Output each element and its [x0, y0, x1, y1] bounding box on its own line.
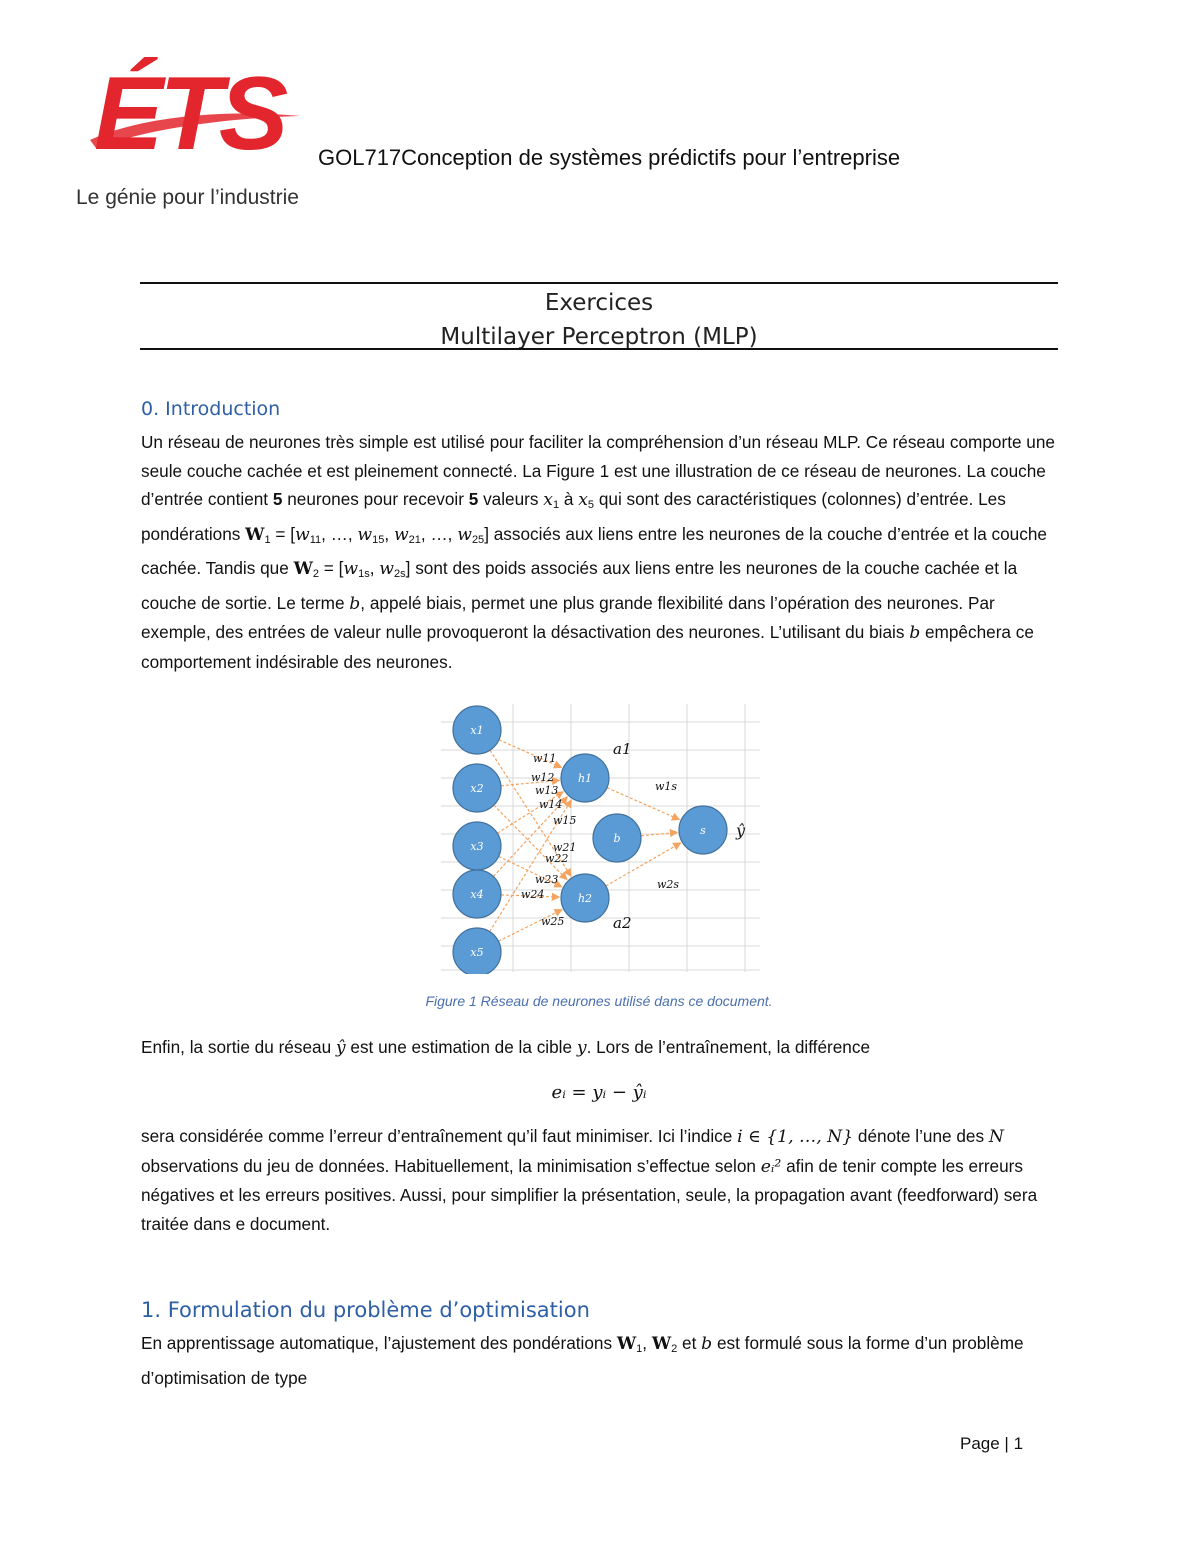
neural-network-diagram: [441, 702, 760, 974]
section-0-heading: 0. Introduction: [141, 398, 281, 420]
node-x4-label: x4: [470, 888, 484, 901]
title-line-1: Exercices: [544, 290, 654, 316]
label-w23: w23: [535, 873, 559, 886]
node-x3-label: x3: [470, 840, 484, 853]
logo-tagline: Le génie pour l’industrie: [76, 186, 299, 209]
label-a1: a1: [613, 740, 632, 758]
neural-network-figure: [441, 702, 760, 974]
title-line-2: Multilayer Perceptron (MLP): [440, 324, 758, 350]
label-w24: w24: [521, 888, 545, 901]
output-paragraph: Enfin, la sortie du réseau ŷ est une estimation de la cible y. Lors de l’entraînement, la différence: [141, 1037, 871, 1058]
label-w15: w15: [553, 814, 577, 827]
node-b-label: b: [613, 832, 621, 845]
section-1-heading: 1. Formulation du problème d’optimisation: [141, 1298, 590, 1322]
label-w1s: w1s: [655, 780, 678, 793]
intro-paragraph: Un réseau de neurones très simple est utilisé pour faciliter la compréhension d’un réseau MLP. Ce réseau comporte une seule couche cachée et est pleinement connecté. La Figure 1 est une illustration de ce réseau de neurones. La couche d’entrée contient 5 neurones pour recevoir 5 valeurs $x_1$ à $x_5$ qui sont des caractéristiques (colonnes) d’entrée. Les pondérations $W_1 = [w_{11}$, …, $w_{15}$, $w_{21}$, …, $w_{25}$] associés aux liens entre les neurones de la couche d’entrée et la couche cachée. Tandis que $W_2 = [w_{1s}$, $w_{2s}$] sont des poids associés aux liens entre les neurones de la couche cachée et la couche de sortie. Le terme b, appelé biais, permet une plus grande flexibilité dans l’opération des neurones. Par exemple, des entrées de valeur nulle provoqueront la désactivation des neurones. L’utilisant du biais b empêchera ce comportement indésirable des neurones.: [141, 432, 1055, 672]
error-paragraph: sera considérée comme l’erreur d’entraînement qu’il faut minimiser. Ici l’indice i ∈ {1, …, N} dénote l’une des N observations du jeu de données. Habituellement, la minimisation s’effectue selon eᵢ² afin de tenir compte les erreurs négatives et les erreurs positives. Aussi, pour simplifier la présentation, seule, la propagation avant (feedforward) sera traitée dans e document.: [141, 1126, 1038, 1234]
label-w25: w25: [541, 915, 565, 928]
logo-text: ÉTS: [94, 56, 285, 172]
label-w21: w21: [553, 841, 577, 854]
document-title: [140, 286, 1058, 354]
course-title: GOL717Conception de systèmes prédictifs pour l’entreprise: [318, 145, 901, 170]
label-w11: w11: [533, 752, 557, 765]
optimization-paragraph: En apprentissage automatique, l’ajustement des pondérations $W_1$, $W_2$ et b est formulé sous la forme d’un problème d’optimisation de type: [141, 1333, 1024, 1388]
label-w13: w13: [535, 784, 559, 797]
label-w14: w14: [539, 798, 563, 811]
label-a2: a2: [613, 914, 632, 932]
label-w22: w22: [545, 852, 569, 865]
label-w2s: w2s: [657, 878, 680, 891]
figure-caption: Figure 1 Réseau de neurones utilisé dans ce document.: [425, 993, 773, 1009]
node-x2-label: x2: [470, 782, 484, 795]
node-x1-label: x1: [470, 724, 484, 737]
node-x5-label: x5: [470, 946, 484, 959]
figure-nodes: [453, 706, 727, 974]
title-rule-top: [140, 282, 1058, 284]
node-s-label: s: [700, 824, 706, 837]
ets-logo: [72, 56, 322, 218]
error-equation: eᵢ = yᵢ − ŷᵢ: [551, 1082, 647, 1103]
node-h1-label: h1: [577, 772, 593, 785]
node-h2-label: h2: [577, 892, 593, 905]
page-number: Page | 1: [960, 1434, 1024, 1453]
label-w12: w12: [531, 771, 555, 784]
title-rule-bottom: [140, 348, 1058, 350]
label-yhat: ŷ: [736, 821, 746, 840]
